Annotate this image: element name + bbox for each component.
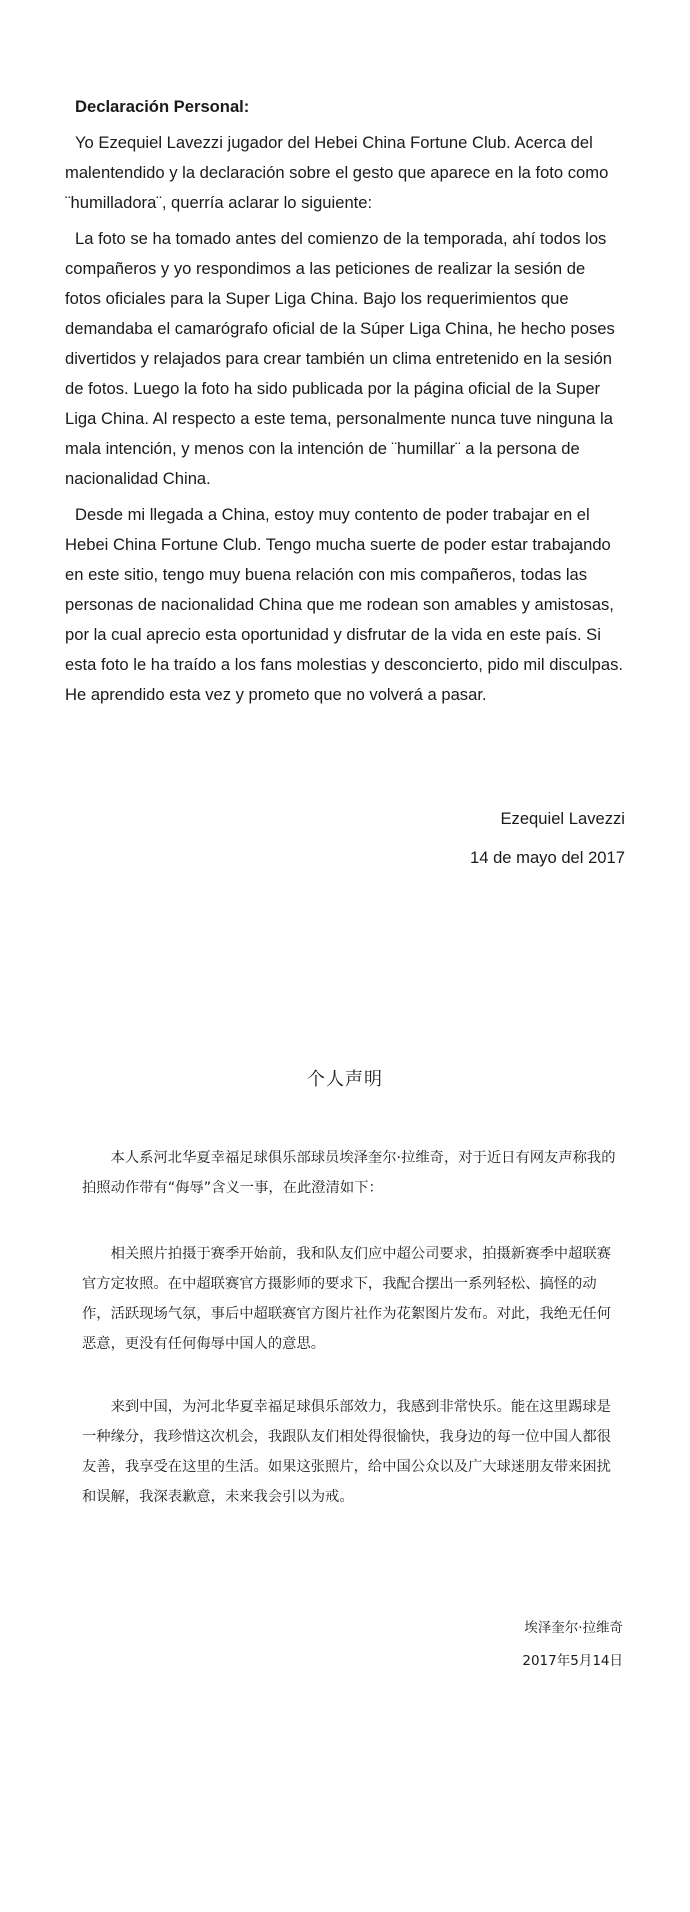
spanish-signature: Ezequiel Lavezzi bbox=[500, 809, 625, 828]
chinese-paragraph-3-text: 来到中国，为河北华夏幸福足球俱乐部效力，我感到非常快乐。能在这里踢球是一种缘分，我珍惜这次机会，我跟队友们相处得很愉快，我身边的每一位中国人都很友善，我享受在这里的生活。如果这张照片，给中国公众以及广大球迷朋友带来困扰和误解，我深表歉意，未来我会引以为戒。 bbox=[82, 1399, 611, 1505]
chinese-paragraph-2-text: 相关照片拍摄于赛季开始前，我和队友们应中超公司要求，拍摄新赛季中超联赛官方定妆照。在中超联赛官方摄影师的要求下，我配合摆出一系列轻松、搞怪的动作，活跃现场气氛，事后中超联赛官方图片社作为花絮图片发布。对此，我绝无任何恶意，更没有任何侮辱中国人的意思。 bbox=[82, 1246, 611, 1352]
chinese-paragraph-2 bbox=[82, 1239, 617, 1359]
spanish-statement bbox=[65, 92, 625, 716]
spanish-date: 14 de mayo del 2017 bbox=[470, 848, 625, 867]
chinese-title: 个人声明 bbox=[307, 1069, 383, 1090]
chinese-paragraph-3 bbox=[82, 1392, 617, 1512]
chinese-signature: 埃泽奎尔·拉维奇 bbox=[524, 1620, 623, 1636]
spanish-paragraph-1: Yo Ezequiel Lavezzi jugador del Hebei China Fortune Club. Acerca del malentendido y la declaración sobre el gesto que aparece en la foto como ¨humilladora¨, querría aclarar lo siguiente: bbox=[65, 133, 609, 212]
spanish-paragraph-2: La foto se ha tomado antes del comienzo de la temporada, ahí todos los compañeros y yo respondimos a las peticiones de realizar la sesión de fotos oficiales para la Super Liga China. Bajo los requerimientos que demandaba el camarógrafo oficial de la Súper Liga China, he hecho poses divertidos y relajados para crear también un clima entretenido en la sesión de fotos. Luego la foto ha sido publicada por la página oficial de la Super Liga China. Al respecto a este tema, personalmente nunca tuve ninguna la mala intención, y menos con la intención de ¨humillar¨ a la persona de nacionalidad China. bbox=[65, 229, 615, 488]
chinese-date: 2017年5月14日 bbox=[522, 1653, 623, 1669]
spanish-title: Declaración Personal: bbox=[75, 97, 250, 116]
chinese-paragraph-1-text: 本人系河北华夏幸福足球俱乐部球员埃泽奎尔·拉维奇，对于近日有网友声称我的拍照动作带有“侮辱”含义一事，在此澄清如下： bbox=[82, 1150, 616, 1196]
spanish-paragraph-3: Desde mi llegada a China, estoy muy contento de poder trabajar en el Hebei China Fortune Club. Tengo mucha suerte de poder estar trabajando en este sitio, tengo muy buena relación con mis compañeros, todas las personas de nacionalidad China que me rodean son amables y amistosas, por la cual aprecio esta oportunidad y disfrutar de la vida en este país. Si esta foto le ha traído a los fans molestias y desconcierto, pido mil disculpas. He aprendido esta vez y prometo que no volverá a pasar. bbox=[65, 505, 624, 704]
chinese-paragraph-1 bbox=[82, 1143, 617, 1203]
